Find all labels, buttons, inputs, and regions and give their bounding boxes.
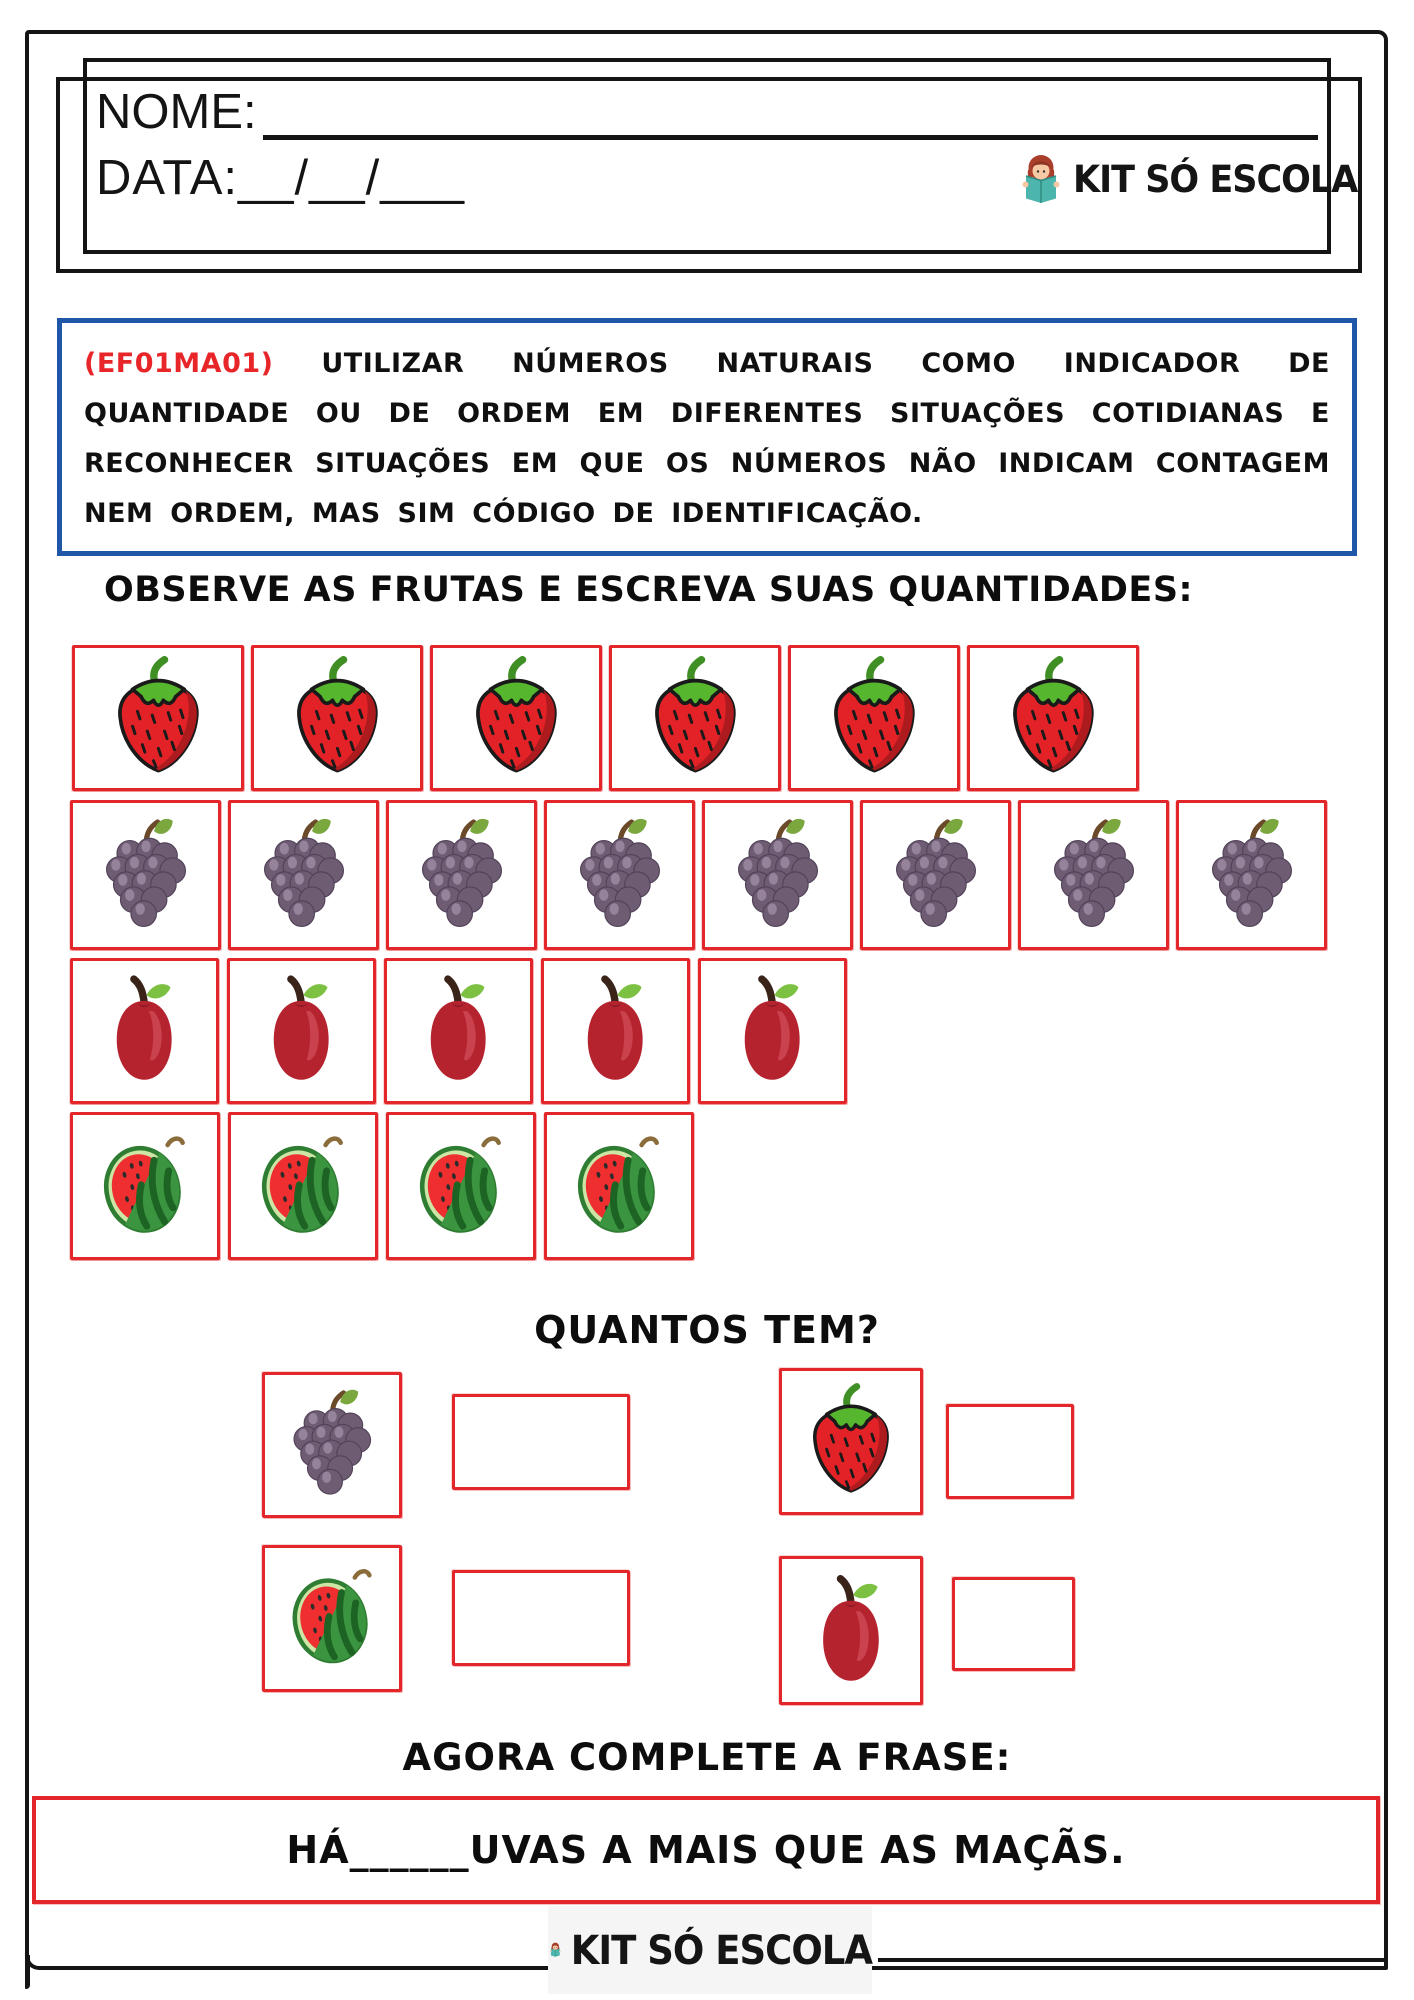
strawberry-cell xyxy=(251,645,423,791)
answer-box-grapes[interactable] xyxy=(452,1394,630,1490)
strawberry-icon xyxy=(92,656,225,779)
grapes-icon xyxy=(276,1383,389,1506)
grapes-cell xyxy=(860,800,1011,950)
apple-cell xyxy=(70,958,219,1104)
strawberry-cell xyxy=(788,645,960,791)
watermelon-cell xyxy=(228,1112,378,1260)
grapes-cell xyxy=(544,800,695,950)
grapes-cell xyxy=(228,800,379,950)
grapes-cell xyxy=(70,800,221,950)
watermelon-icon xyxy=(403,1124,518,1249)
apple-cell xyxy=(541,958,690,1104)
answer-box-strawberry[interactable] xyxy=(946,1404,1074,1499)
grapes-icon xyxy=(246,812,362,939)
name-label: NOME: xyxy=(96,85,257,139)
page-border-hook xyxy=(25,1955,30,1989)
question-fruit-watermelon xyxy=(262,1545,402,1692)
brand-logo-text: KIT SÓ ESCOLA xyxy=(570,1926,872,1974)
question-fruit-strawberry xyxy=(779,1368,923,1515)
fruit-row-watermelons xyxy=(70,1112,694,1260)
name-write-line[interactable] xyxy=(263,88,1318,140)
apple-cell xyxy=(384,958,533,1104)
watermelon-icon xyxy=(276,1556,389,1680)
answer-box-watermelon[interactable] xyxy=(452,1570,630,1666)
watermelon-icon xyxy=(245,1124,360,1249)
question-fruit-apple xyxy=(779,1556,923,1705)
skill-code: (EF01MA01) xyxy=(84,348,274,379)
apple-cell xyxy=(227,958,376,1104)
strawberry-icon xyxy=(271,656,404,779)
reading-girl-icon xyxy=(548,1921,563,1979)
apple-icon xyxy=(715,969,829,1092)
fruit-row-grapes xyxy=(70,800,1327,950)
brand-logo-text: KIT SÓ ESCOLA xyxy=(1073,158,1358,202)
grapes-icon xyxy=(720,812,836,939)
sentence-text: HÁ______UVAS A MAIS QUE AS MAÇÃS. xyxy=(286,1828,1126,1872)
apple-icon xyxy=(401,969,515,1092)
grapes-icon xyxy=(1036,812,1152,939)
apple-icon xyxy=(793,1568,909,1694)
strawberry-icon xyxy=(808,656,941,779)
section2-title: QUANTOS TEM? xyxy=(534,1308,880,1352)
strawberry-icon xyxy=(793,1379,909,1503)
brand-logo-header xyxy=(1016,152,1357,208)
grapes-icon xyxy=(562,812,678,939)
apple-cell xyxy=(698,958,847,1104)
objective-box xyxy=(57,318,1357,556)
watermelon-cell xyxy=(386,1112,536,1260)
fruit-row-strawberries xyxy=(72,645,1139,791)
apple-icon xyxy=(558,969,672,1092)
strawberry-cell xyxy=(967,645,1139,791)
grapes-icon xyxy=(1194,812,1310,939)
grapes-cell xyxy=(386,800,537,950)
brand-logo-footer xyxy=(548,1906,872,1994)
answer-box-apple[interactable] xyxy=(952,1577,1075,1671)
grapes-cell xyxy=(1018,800,1169,950)
strawberry-cell xyxy=(609,645,781,791)
strawberry-cell xyxy=(430,645,602,791)
grapes-cell xyxy=(702,800,853,950)
watermelon-icon xyxy=(561,1124,676,1249)
objective-text: UTILIZAR NÚMEROS NATURAIS COMO INDICADOR DE QUANTIDADE OU DE ORDEM EM DIFERENTES SITUAÇÕES COTIDIANAS E RECONHECER SITUAÇÕES EM QUE OS NÚMEROS NÃO INDICAM CONTAGEM NEM ORDEM, MAS SIM CÓDIGO DE IDENTIFICAÇÃO. xyxy=(84,348,1330,529)
name-row xyxy=(96,84,1318,140)
watermelon-cell xyxy=(70,1112,220,1260)
grapes-cell xyxy=(1176,800,1327,950)
grapes-icon xyxy=(404,812,520,939)
reading-girl-icon xyxy=(1016,152,1066,208)
strawberry-icon xyxy=(987,656,1120,779)
objective-paragraph xyxy=(84,339,1330,539)
apple-icon xyxy=(87,969,201,1092)
strawberry-icon xyxy=(450,656,583,779)
grapes-icon xyxy=(88,812,204,939)
question-fruit-grapes xyxy=(262,1372,402,1518)
apple-icon xyxy=(244,969,358,1092)
date-field[interactable]: DATA:__/__/___ xyxy=(96,151,466,205)
strawberry-cell xyxy=(72,645,244,791)
page-bottom-double-line xyxy=(878,1958,1384,1970)
sentence-box[interactable] xyxy=(32,1796,1380,1904)
watermelon-icon xyxy=(87,1124,202,1249)
grapes-icon xyxy=(878,812,994,939)
fruit-row-apples xyxy=(70,958,847,1104)
section3-title: AGORA COMPLETE A FRASE: xyxy=(402,1736,1012,1779)
section1-title: OBSERVE AS FRUTAS E ESCREVA SUAS QUANTIDADES: xyxy=(104,570,1194,610)
watermelon-cell xyxy=(544,1112,694,1260)
strawberry-icon xyxy=(629,656,762,779)
